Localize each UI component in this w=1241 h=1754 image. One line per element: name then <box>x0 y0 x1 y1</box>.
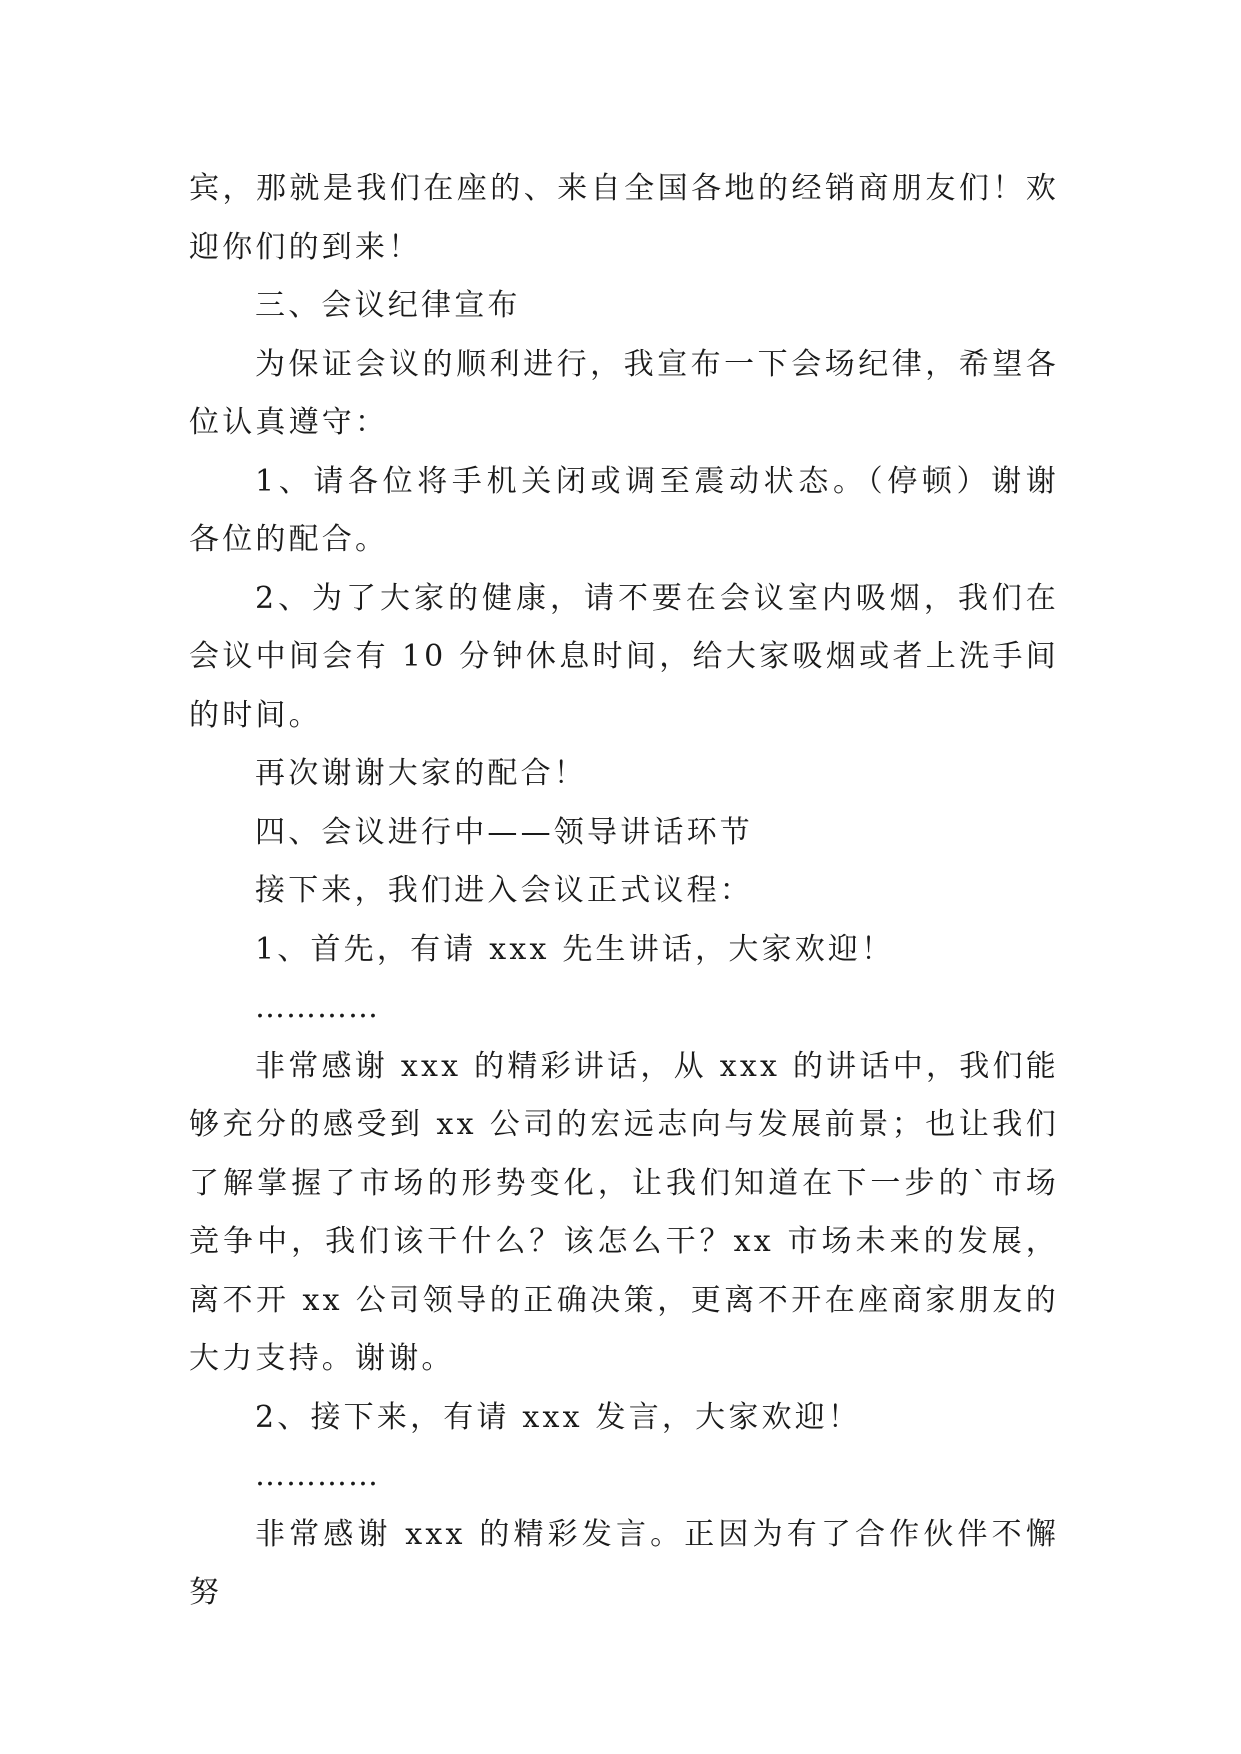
paragraph-second-speaker: 2、接下来，有请 xxx 发言，大家欢迎！ <box>255 1399 862 1435</box>
paragraph-rule-smoking: 2、为了大家的健康，请不要在会议室内吸烟，我们在会议中间会有 10 分钟休息时间，给大家吸烟或者上洗手间的时间。 <box>189 580 1059 733</box>
paragraph-rule-phones: 1、请各位将手机关闭或调至震动状态。（停顿）谢谢各位的配合。 <box>189 463 1059 557</box>
heading-leader-speech: 四、会议进行中——领导讲话环节 <box>255 814 753 850</box>
paragraph-first-speaker: 1、首先，有请 xxx 先生讲话，大家欢迎！ <box>255 931 895 967</box>
document-body <box>189 160 1059 1623</box>
ellipsis-separator: ………… <box>255 1458 379 1493</box>
paragraph-thanks-second-speech: 非常感谢 xxx 的精彩发言。正因为有了合作伙伴不懈努 <box>189 1516 1059 1610</box>
paragraph-thanks-first-speech: 非常感谢 xxx 的精彩讲话，从 xxx 的讲话中，我们能够充分的感受到 xx 公司的宏远志向与发展前景；也让我们了解掌握了市场的形势变化，让我们知道在下一步的`市场竞争中，我们该干什么？该怎么干？xx 市场未来的发展，离不开 xx 公司领导的正确决策，更离不开在座商家朋友的大力支持。谢谢。 <box>189 1048 1059 1376</box>
paragraph-discipline-intro: 为保证会议的顺利进行，我宣布一下会场纪律，希望各位认真遵守： <box>189 346 1059 440</box>
paragraph-agenda-intro: 接下来，我们进入会议正式议程： <box>255 873 753 908</box>
paragraph-welcome-guests: 宾，那就是我们在座的、来自全国各地的经销商朋友们！欢迎你们的到来！ <box>189 171 1059 265</box>
ellipsis-separator: ………… <box>255 990 379 1025</box>
paragraph-thanks-again: 再次谢谢大家的配合！ <box>255 756 587 791</box>
heading-meeting-discipline: 三、会议纪律宣布 <box>255 288 521 323</box>
